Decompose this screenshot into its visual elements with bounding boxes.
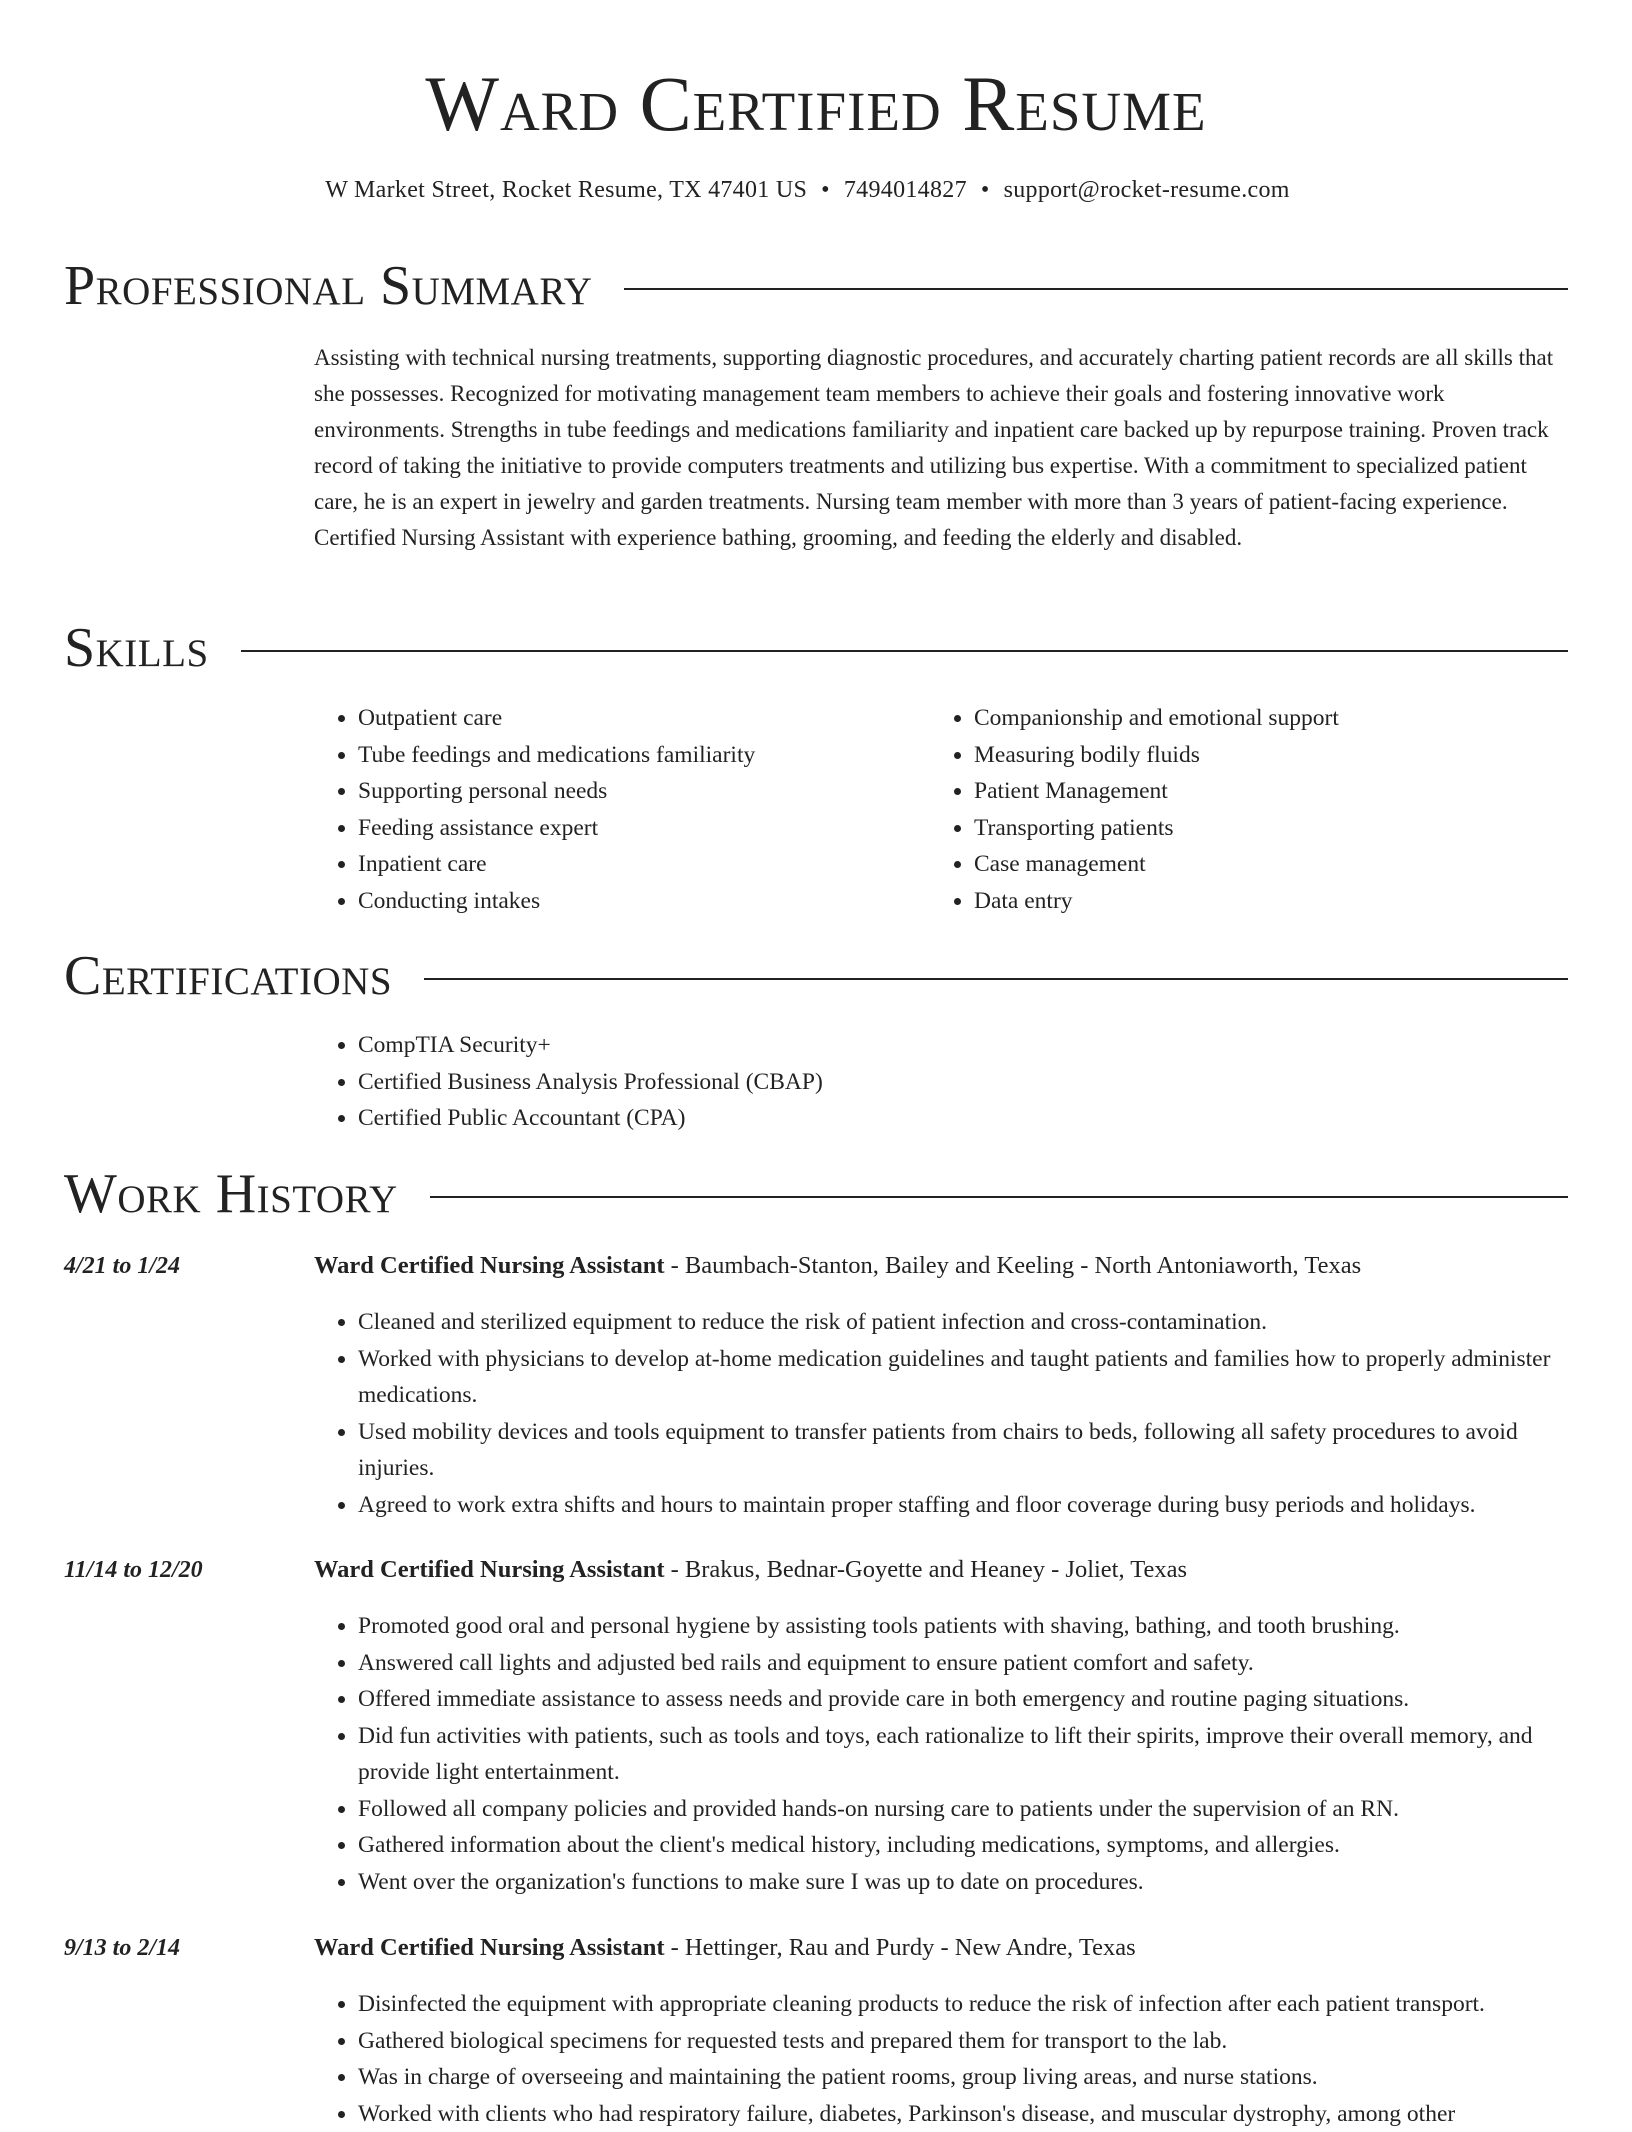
certification-item: • CompTIA Security+ xyxy=(358,1027,823,1064)
duties-list xyxy=(314,1608,1570,1900)
skill-item: • Data entry xyxy=(974,883,1339,920)
job-employer: - Baumbach-Stanton, Bailey and Keeling - North Antoniaworth, Texas xyxy=(665,1252,1362,1279)
skills-heading: Skills xyxy=(64,616,209,680)
skills-column-left xyxy=(314,700,755,919)
skill-item: • Conducting intakes xyxy=(358,883,755,920)
skill-item: • Measuring bodily fluids xyxy=(974,737,1339,774)
job-dates: 11/14 to 12/20 xyxy=(64,1554,203,1586)
job-employer: - Hettinger, Rau and Purdy - New Andre, Texas xyxy=(665,1934,1136,1961)
job-title-line xyxy=(314,1250,1570,1282)
duty-item: • Promoted good oral and personal hygiene by assisting tools patients with shaving, bathing, and tooth brushing. xyxy=(358,1608,1570,1645)
job-title-line xyxy=(314,1554,1570,1586)
job-duties xyxy=(314,1986,1570,2132)
certification-item: • Certified Public Accountant (CPA) xyxy=(358,1100,823,1137)
job-title-line xyxy=(314,1932,1570,1964)
certifications-heading: Certifications xyxy=(64,944,392,1008)
job-duties xyxy=(314,1304,1570,1523)
duty-item: • Disinfected the equipment with appropriate cleaning products to reduce the risk of infection after each patient transport. xyxy=(358,1986,1570,2023)
skill-item: • Supporting personal needs xyxy=(358,773,755,810)
skill-item: • Patient Management xyxy=(974,773,1339,810)
skills-list-left xyxy=(314,700,755,919)
duty-item: • Offered immediate assistance to assess needs and provide care in both emergency and routine paging situations. xyxy=(358,1681,1570,1718)
work-history-section-header xyxy=(64,1162,1568,1226)
duties-list xyxy=(314,1986,1570,2132)
duty-item: • Worked with physicians to develop at-home medication guidelines and taught patients and families how to properly administer medications. xyxy=(358,1341,1570,1414)
duty-item: • Was in charge of overseeing and maintaining the patient rooms, group living areas, and nurse stations. xyxy=(358,2059,1570,2096)
skill-item: • Tube feedings and medications familiarity xyxy=(358,737,755,774)
duty-item: • Agreed to work extra shifts and hours to maintain proper staffing and floor coverage during busy periods and holidays. xyxy=(358,1487,1570,1524)
address-text: W Market Street, Rocket Resume, TX 47401 US xyxy=(325,177,807,203)
email-link[interactable]: support@rocket-resume.com xyxy=(1004,177,1290,203)
section-divider xyxy=(424,978,1568,980)
phone-text: 7494014827 xyxy=(844,177,967,203)
skill-item: • Transporting patients xyxy=(974,810,1339,847)
summary-section-header xyxy=(64,254,1568,318)
work-history-heading: Work History xyxy=(64,1162,398,1226)
skill-item: • Case management xyxy=(974,846,1339,883)
certifications-list xyxy=(314,1027,823,1137)
section-divider xyxy=(430,1196,1568,1198)
job-duties xyxy=(314,1608,1570,1900)
skill-item: • Inpatient care xyxy=(358,846,755,883)
job-employer: - Brakus, Bednar-Goyette and Heaney - Joliet, Texas xyxy=(665,1556,1188,1583)
skill-item: • Outpatient care xyxy=(358,700,755,737)
skills-list-right xyxy=(930,700,1339,919)
section-divider xyxy=(624,288,1568,290)
skills-section-header xyxy=(64,616,1568,680)
certifications-section-header xyxy=(64,944,1568,1008)
certifications-block xyxy=(314,1027,823,1137)
duty-item: • Answered call lights and adjusted bed rails and equipment to ensure patient comfort and safety. xyxy=(358,1645,1570,1682)
duty-item: • Did fun activities with patients, such as tools and toys, each rationalize to lift their spirits, improve their overall memory, and provide light entertainment. xyxy=(358,1718,1570,1791)
duty-item: • Cleaned and sterilized equipment to reduce the risk of patient infection and cross-contamination. xyxy=(358,1304,1570,1341)
summary-heading: Professional Summary xyxy=(64,254,592,318)
resume-name: Ward Certified Resume xyxy=(0,58,1632,150)
certification-item: • Certified Business Analysis Professional (CBAP) xyxy=(358,1064,823,1101)
section-divider xyxy=(241,650,1568,652)
job-dates: 9/13 to 2/14 xyxy=(64,1932,180,1964)
duty-item: • Worked with clients who had respiratory failure, diabetes, Parkinson's disease, and muscular dystrophy, among other xyxy=(358,2096,1570,2132)
duty-item: • Gathered biological specimens for requested tests and prepared them for transport to the lab. xyxy=(358,2023,1570,2060)
separator: • xyxy=(821,177,830,203)
duties-list xyxy=(314,1304,1570,1523)
skill-item: • Companionship and emotional support xyxy=(974,700,1339,737)
summary-text: Assisting with technical nursing treatments, supporting diagnostic procedures, and accurately charting patient records are all skills that she possesses. Recognized for motivating management team members to achieve their goals and fostering innovative work environments. Strengths in tube feedings and medications familiarity and inpatient care backed up by repurpose training. Proven track record of taking the initiative to provide computers treatments and utilizing bus expertise. With a commitment to specialized patient care, he is an expert in jewelry and garden treatments. Nursing team member with more than 3 years of patient-facing experience. Certified Nursing Assistant with experience bathing, grooming, and feeding the elderly and disabled. xyxy=(314,340,1570,556)
duty-item: • Went over the organization's functions to make sure I was up to date on procedures. xyxy=(358,1864,1570,1901)
duty-item: • Gathered information about the client's medical history, including medications, symptoms, and allergies. xyxy=(358,1827,1570,1864)
skill-item: • Feeding assistance expert xyxy=(358,810,755,847)
duty-item: • Followed all company policies and provided hands-on nursing care to patients under the supervision of an RN. xyxy=(358,1791,1570,1828)
duty-item: • Used mobility devices and tools equipment to transfer patients from chairs to beds, following all safety procedures to avoid injuries. xyxy=(358,1414,1570,1487)
contact-line xyxy=(0,174,1615,206)
job-title: Ward Certified Nursing Assistant xyxy=(314,1556,665,1583)
skills-column-right xyxy=(930,700,1339,919)
job-dates: 4/21 to 1/24 xyxy=(64,1250,180,1282)
separator: • xyxy=(981,177,990,203)
job-title: Ward Certified Nursing Assistant xyxy=(314,1934,665,1961)
job-title: Ward Certified Nursing Assistant xyxy=(314,1252,665,1279)
